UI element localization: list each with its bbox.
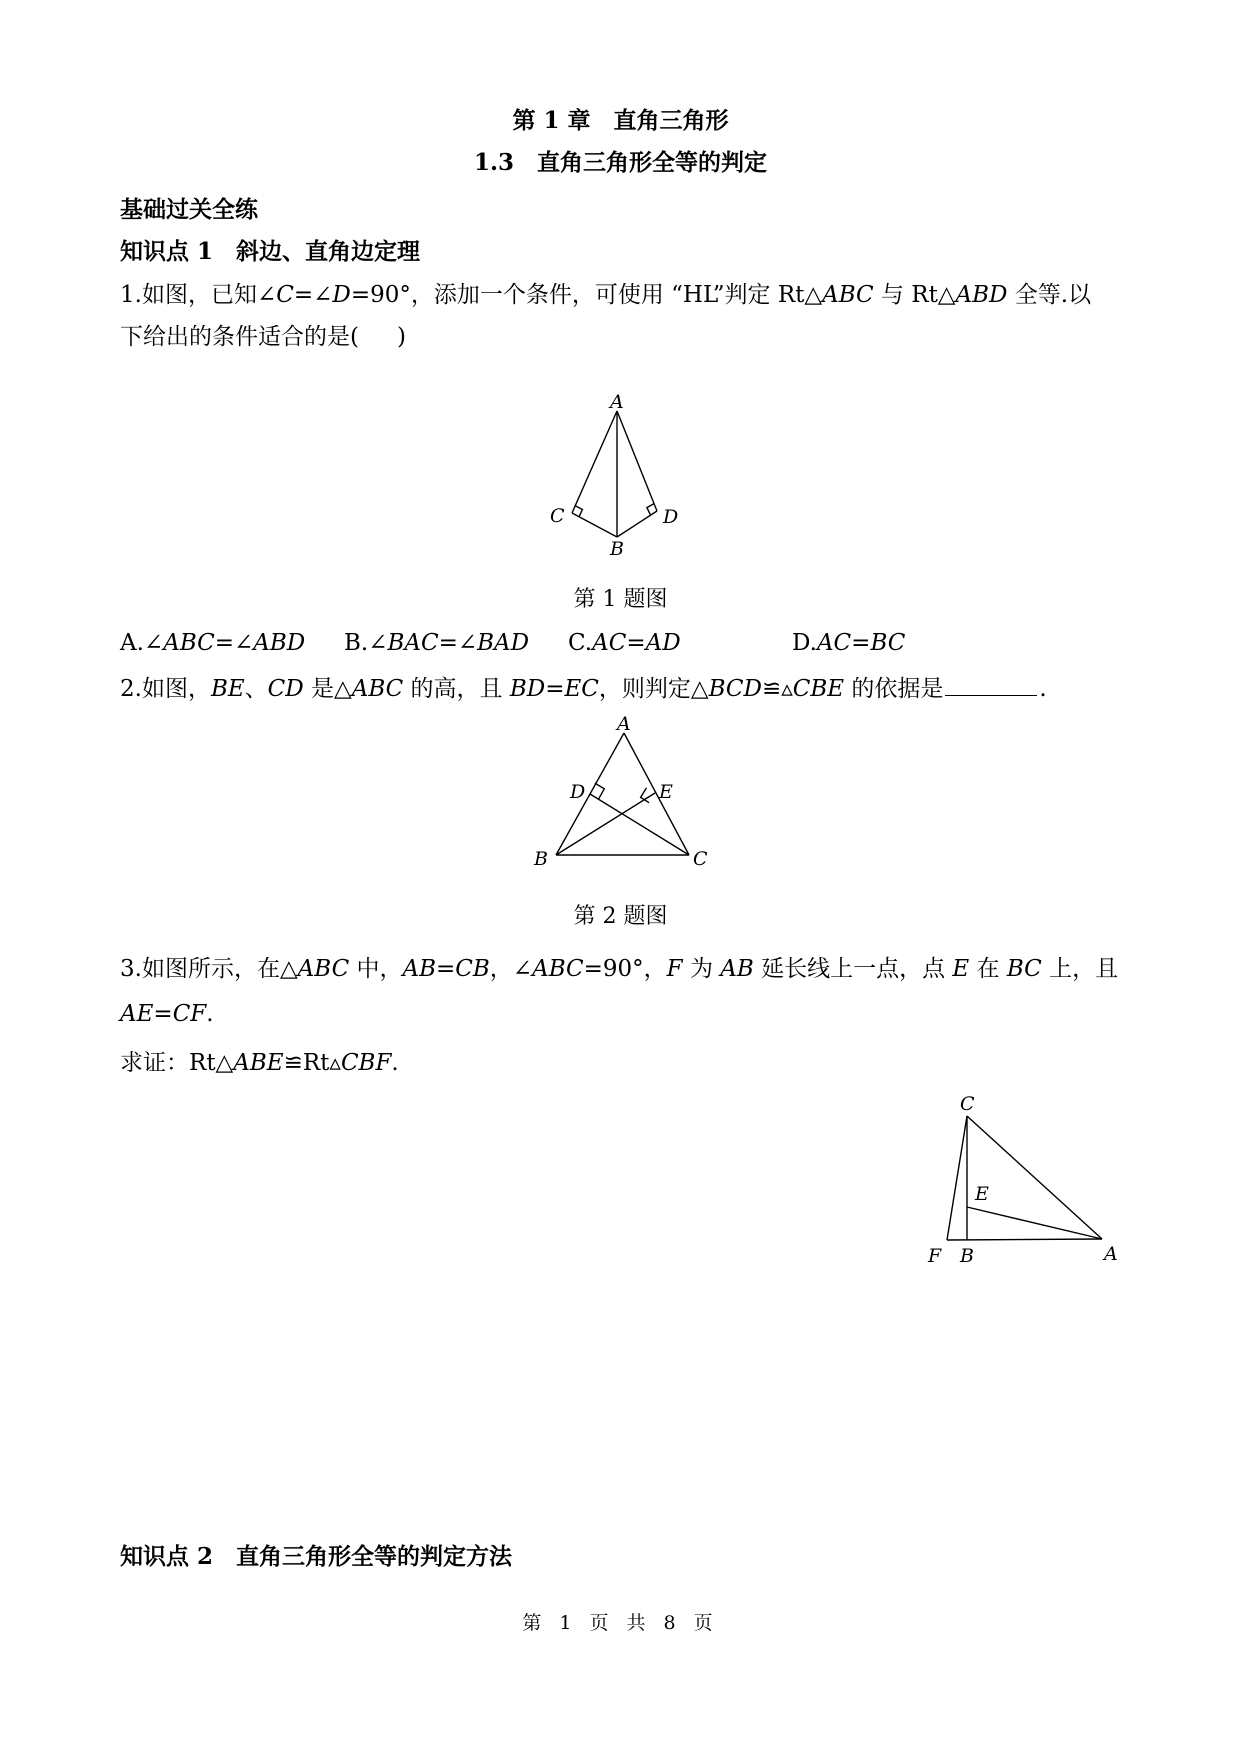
fig1-label-d: D	[663, 506, 679, 528]
option-d[interactable]: D.AC=BC	[792, 630, 906, 656]
option-c[interactable]: C.AC=AD	[568, 630, 681, 656]
figure-2-caption: 第 2 题图	[573, 904, 668, 929]
fig2-label-a: A	[617, 713, 631, 735]
option-b[interactable]: B.∠BAC=∠BAD	[344, 630, 530, 656]
question-2: 2.如图，BE、CD 是△ABC 的高，且 BD=EC，则判定△BCD≌▵CBE 的依据是 .	[120, 673, 1047, 704]
figure-3	[920, 1090, 1140, 1270]
fig2-label-d: D	[570, 781, 586, 803]
question-3-line-2: AE=CF.	[120, 1001, 214, 1027]
option-a[interactable]: A.∠ABC=∠ABD	[120, 630, 306, 656]
figure-2	[530, 713, 720, 878]
figure-1-caption: 第 1 题图	[573, 587, 668, 612]
question-1-options	[120, 628, 905, 658]
fig3-label-a: A	[1104, 1243, 1118, 1265]
knowledge-point-1: 知识点 1 斜边、直角边定理	[120, 238, 421, 265]
fig1-label-b: B	[610, 538, 624, 560]
fig3-label-c: C	[960, 1093, 975, 1115]
question-3-proof: 求证：Rt△ABE≌Rt▵CBF.	[120, 1050, 399, 1076]
question-3-line-1: 3.如图所示，在△ABC 中，AB=CB，∠ABC=90°，F 为 AB 延长线上一点，点 E 在 BC 上，且	[120, 956, 1119, 982]
fig2-label-b: B	[534, 848, 548, 870]
fig2-label-e: E	[659, 781, 673, 803]
figure-1	[540, 391, 680, 565]
fig1-label-c: C	[550, 505, 565, 527]
knowledge-point-2: 知识点 2 直角三角形全等的判定方法	[120, 1543, 513, 1570]
fig3-label-f: F	[928, 1245, 942, 1267]
page-footer: 第 1 页 共 8 页	[522, 1612, 719, 1634]
section-title: 1.3 直角三角形全等的判定	[473, 149, 767, 176]
part-heading: 基础过关全练	[120, 196, 258, 223]
fig2-label-c: C	[693, 848, 708, 870]
fig3-label-b: B	[960, 1245, 974, 1267]
answer-blank[interactable]	[945, 673, 1037, 696]
chapter-title: 第 1 章 直角三角形	[512, 107, 729, 134]
question-1-line-2: 下给出的条件适合的是( )	[120, 324, 406, 350]
question-1-line-1: 1.如图，已知∠C=∠D=90°，添加一个条件，可使用 “HL”判定 Rt△ABC 与 Rt△ABD 全等.以	[120, 282, 1092, 308]
fig1-label-a: A	[610, 391, 624, 413]
fig3-label-e: E	[975, 1183, 989, 1205]
